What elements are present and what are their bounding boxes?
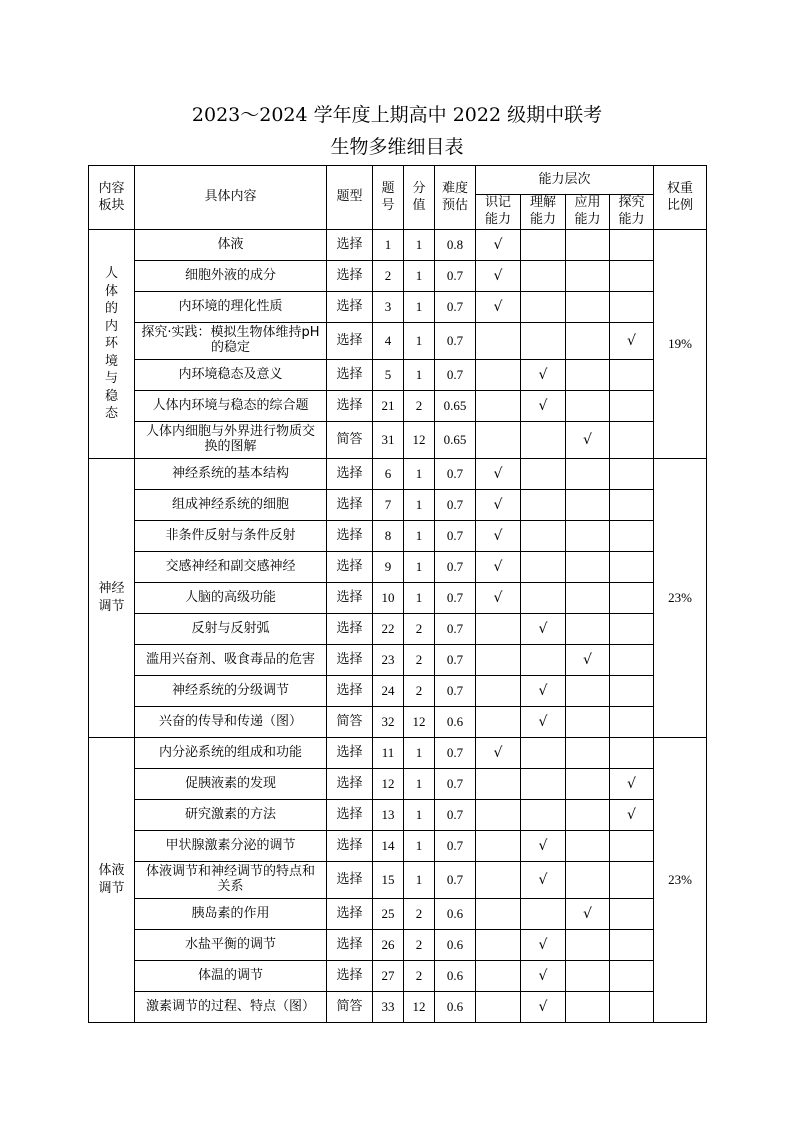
type-cell: 选择 [327, 459, 373, 490]
content-cell: 甲状腺激素分泌的调节 [135, 831, 327, 862]
content-cell: 神经系统的分级调节 [135, 676, 327, 707]
question-number-cell: 8 [373, 521, 404, 552]
ability-apply-cell [566, 707, 610, 738]
question-number-cell: 23 [373, 645, 404, 676]
ability-explore-cell [610, 552, 654, 583]
type-cell: 选择 [327, 738, 373, 769]
ability-remember-cell [476, 800, 521, 831]
ability-remember-cell [476, 831, 521, 862]
check-mark: √ [493, 558, 503, 575]
score-cell: 2 [404, 930, 435, 961]
question-number-cell: 14 [373, 831, 404, 862]
difficulty-cell: 0.7 [435, 831, 476, 862]
type-cell: 简答 [327, 422, 373, 459]
type-cell: 简答 [327, 707, 373, 738]
type-cell: 选择 [327, 490, 373, 521]
ability-remember-cell [476, 230, 521, 261]
type-cell: 选择 [327, 292, 373, 323]
question-number-cell: 25 [373, 899, 404, 930]
table-row [89, 831, 707, 862]
difficulty-cell: 0.6 [435, 961, 476, 992]
ability-apply-cell [566, 422, 610, 459]
ability-understand-cell [521, 992, 566, 1023]
header-score: 分值 [404, 166, 435, 230]
question-number-cell: 5 [373, 360, 404, 391]
ability-remember-cell [476, 583, 521, 614]
ability-remember-cell [476, 992, 521, 1023]
ability-remember-cell [476, 292, 521, 323]
type-cell: 选择 [327, 391, 373, 422]
content-cell: 胰岛素的作用 [135, 899, 327, 930]
table-row [89, 552, 707, 583]
score-cell: 1 [404, 459, 435, 490]
difficulty-cell: 0.7 [435, 521, 476, 552]
ability-remember-cell [476, 552, 521, 583]
ability-apply-cell [566, 490, 610, 521]
ability-understand-cell [521, 769, 566, 800]
ability-understand-cell [521, 738, 566, 769]
ability-explore-cell [610, 583, 654, 614]
question-number-cell: 11 [373, 738, 404, 769]
module-cell: 体液调节 [89, 738, 135, 1023]
content-cell: 研究激素的方法 [135, 800, 327, 831]
score-cell: 2 [404, 645, 435, 676]
ability-remember-cell [476, 899, 521, 930]
check-mark: √ [627, 332, 636, 349]
ability-remember-cell [476, 360, 521, 391]
ability-apply-cell [566, 800, 610, 831]
ability-understand-cell [521, 391, 566, 422]
ability-understand-cell [521, 831, 566, 862]
ability-understand-cell [521, 676, 566, 707]
ability-understand-cell [521, 261, 566, 292]
content-cell: 反射与反射弧 [135, 614, 327, 645]
ability-understand-cell [521, 323, 566, 360]
score-cell: 1 [404, 521, 435, 552]
content-cell: 人脑的高级功能 [135, 583, 327, 614]
ability-apply-cell [566, 676, 610, 707]
table-row [89, 261, 707, 292]
ability-apply-cell [566, 292, 610, 323]
ability-remember-cell [476, 769, 521, 800]
ability-understand-cell [521, 707, 566, 738]
score-cell: 1 [404, 360, 435, 391]
ability-explore-cell [610, 391, 654, 422]
ability-remember-cell [476, 645, 521, 676]
ability-apply-cell [566, 261, 610, 292]
difficulty-cell: 0.7 [435, 862, 476, 899]
ability-understand-cell [521, 645, 566, 676]
difficulty-cell: 0.7 [435, 292, 476, 323]
ability-explore-cell [610, 261, 654, 292]
check-mark: √ [538, 713, 548, 730]
difficulty-cell: 0.6 [435, 707, 476, 738]
ability-explore-cell [610, 230, 654, 261]
ability-understand-cell [521, 292, 566, 323]
difficulty-cell: 0.65 [435, 422, 476, 459]
document-subtitle: 生物多维细目表 [330, 136, 464, 158]
ability-remember-cell [476, 422, 521, 459]
table-row [89, 645, 707, 676]
question-number-cell: 22 [373, 614, 404, 645]
table-row [89, 676, 707, 707]
document-title: 2023～2024 学年度上期高中 2022 级期中联考 [191, 104, 603, 126]
table-row [89, 992, 707, 1023]
ability-remember-cell [476, 707, 521, 738]
ability-apply-cell [566, 930, 610, 961]
ability-apply-cell [566, 459, 610, 490]
table-row [89, 930, 707, 961]
question-number-cell: 9 [373, 552, 404, 583]
check-mark: √ [627, 806, 636, 823]
table-row [89, 769, 707, 800]
score-cell: 1 [404, 800, 435, 831]
ability-explore-cell [610, 862, 654, 899]
header-content: 具体内容 [135, 166, 327, 230]
question-number-cell: 26 [373, 930, 404, 961]
score-cell: 1 [404, 292, 435, 323]
ability-remember-cell [476, 490, 521, 521]
ability-remember-cell [476, 459, 521, 490]
ability-remember-cell [476, 961, 521, 992]
score-cell: 1 [404, 769, 435, 800]
question-number-cell: 32 [373, 707, 404, 738]
ability-remember-cell [476, 862, 521, 899]
ability-explore-cell [610, 614, 654, 645]
table-row [89, 862, 707, 899]
ability-explore-cell [610, 292, 654, 323]
content-cell: 滥用兴奋剂、吸食毒品的危害 [135, 645, 327, 676]
ability-understand-cell [521, 862, 566, 899]
ability-apply-cell [566, 961, 610, 992]
ability-understand-cell [521, 583, 566, 614]
ability-apply-cell [566, 391, 610, 422]
ability-explore-cell [610, 676, 654, 707]
score-cell: 2 [404, 676, 435, 707]
ability-remember-cell [476, 521, 521, 552]
ability-explore-cell [610, 521, 654, 552]
ability-remember-cell [476, 676, 521, 707]
type-cell: 选择 [327, 552, 373, 583]
content-cell: 体温的调节 [135, 961, 327, 992]
question-number-cell: 13 [373, 800, 404, 831]
ability-apply-cell [566, 645, 610, 676]
ability-explore-cell [610, 459, 654, 490]
ability-understand-cell [521, 230, 566, 261]
check-mark: √ [493, 496, 503, 513]
difficulty-cell: 0.7 [435, 769, 476, 800]
table-row [89, 614, 707, 645]
type-cell: 选择 [327, 862, 373, 899]
content-cell: 细胞外液的成分 [135, 261, 327, 292]
table-row [89, 360, 707, 391]
type-cell: 简答 [327, 992, 373, 1023]
weight-cell: 19% [654, 230, 707, 459]
check-mark: √ [493, 236, 503, 253]
content-cell: 人体内细胞与外界进行物质交换的图解 [135, 422, 327, 459]
table-row [89, 583, 707, 614]
ability-explore-cell [610, 323, 654, 360]
difficulty-cell: 0.7 [435, 800, 476, 831]
ability-explore-cell [610, 899, 654, 930]
ability-explore-cell [610, 961, 654, 992]
table-row [89, 391, 707, 422]
content-cell: 组成神经系统的细胞 [135, 490, 327, 521]
table-row [89, 521, 707, 552]
ability-apply-cell [566, 521, 610, 552]
check-mark: √ [538, 998, 548, 1015]
question-number-cell: 6 [373, 459, 404, 490]
type-cell: 选择 [327, 583, 373, 614]
question-number-cell: 2 [373, 261, 404, 292]
ability-apply-cell [566, 230, 610, 261]
check-mark: √ [493, 298, 503, 315]
score-cell: 1 [404, 490, 435, 521]
content-cell: 人体内环境与稳态的综合题 [135, 391, 327, 422]
ability-apply-cell [566, 738, 610, 769]
content-cell: 体液 [135, 230, 327, 261]
score-cell: 12 [404, 707, 435, 738]
question-number-cell: 12 [373, 769, 404, 800]
question-number-cell: 3 [373, 292, 404, 323]
ability-explore-cell [610, 360, 654, 391]
ability-apply-cell [566, 992, 610, 1023]
type-cell: 选择 [327, 323, 373, 360]
specification-table [88, 165, 707, 1023]
header-weight: 权重比例 [654, 166, 707, 230]
score-cell: 1 [404, 738, 435, 769]
question-number-cell: 4 [373, 323, 404, 360]
check-mark: √ [538, 967, 548, 984]
difficulty-cell: 0.65 [435, 391, 476, 422]
ability-explore-cell [610, 769, 654, 800]
content-cell: 体液调节和神经调节的特点和关系 [135, 862, 327, 899]
ability-remember-cell [476, 323, 521, 360]
score-cell: 12 [404, 992, 435, 1023]
ability-apply-cell [566, 862, 610, 899]
question-number-cell: 31 [373, 422, 404, 459]
ability-remember-cell [476, 738, 521, 769]
question-number-cell: 24 [373, 676, 404, 707]
difficulty-cell: 0.8 [435, 230, 476, 261]
module-cell: 人体的内环境与稳态 [89, 230, 135, 459]
type-cell: 选择 [327, 360, 373, 391]
type-cell: 选择 [327, 831, 373, 862]
score-cell: 1 [404, 831, 435, 862]
type-cell: 选择 [327, 261, 373, 292]
type-cell: 选择 [327, 800, 373, 831]
ability-apply-cell [566, 899, 610, 930]
score-cell: 2 [404, 391, 435, 422]
score-cell: 1 [404, 323, 435, 360]
content-cell: 非条件反射与条件反射 [135, 521, 327, 552]
check-mark: √ [627, 775, 636, 792]
table-row [89, 961, 707, 992]
table-row [89, 422, 707, 459]
header-type: 题型 [327, 166, 373, 230]
ability-remember-cell [476, 391, 521, 422]
content-cell: 交感神经和副交感神经 [135, 552, 327, 583]
check-mark: √ [538, 682, 548, 699]
ability-explore-cell [610, 422, 654, 459]
difficulty-cell: 0.6 [435, 899, 476, 930]
score-cell: 1 [404, 230, 435, 261]
table-row [89, 707, 707, 738]
ability-understand-cell [521, 899, 566, 930]
table-row [89, 899, 707, 930]
table-row [89, 459, 707, 490]
ability-understand-cell [521, 614, 566, 645]
difficulty-cell: 0.6 [435, 930, 476, 961]
table-row [89, 323, 707, 360]
ability-understand-cell [521, 552, 566, 583]
type-cell: 选择 [327, 676, 373, 707]
table-body [89, 230, 707, 1023]
check-mark: √ [538, 620, 548, 637]
ability-understand-cell [521, 459, 566, 490]
ability-understand-cell [521, 961, 566, 992]
ability-remember-cell [476, 930, 521, 961]
ability-apply-cell [566, 831, 610, 862]
question-number-cell: 10 [373, 583, 404, 614]
ability-remember-cell [476, 261, 521, 292]
difficulty-cell: 0.7 [435, 552, 476, 583]
content-cell: 激素调节的过程、特点（图） [135, 992, 327, 1023]
ability-explore-cell [610, 930, 654, 961]
ability-explore-cell [610, 738, 654, 769]
table-row [89, 800, 707, 831]
header-question-number: 题号 [373, 166, 404, 230]
ability-understand-cell [521, 490, 566, 521]
score-cell: 1 [404, 261, 435, 292]
check-mark: √ [538, 936, 548, 953]
type-cell: 选择 [327, 645, 373, 676]
table-row [89, 292, 707, 323]
ability-apply-cell [566, 360, 610, 391]
score-cell: 1 [404, 552, 435, 583]
ability-apply-cell [566, 614, 610, 645]
ability-explore-cell [610, 645, 654, 676]
type-cell: 选择 [327, 769, 373, 800]
type-cell: 选择 [327, 961, 373, 992]
type-cell: 选择 [327, 230, 373, 261]
difficulty-cell: 0.7 [435, 645, 476, 676]
ability-apply-cell [566, 769, 610, 800]
type-cell: 选择 [327, 930, 373, 961]
table-row [89, 738, 707, 769]
difficulty-cell: 0.7 [435, 323, 476, 360]
difficulty-cell: 0.7 [435, 459, 476, 490]
difficulty-cell: 0.7 [435, 676, 476, 707]
ability-explore-cell [610, 992, 654, 1023]
score-cell: 2 [404, 961, 435, 992]
header-difficulty: 难度预估 [435, 166, 476, 230]
check-mark: √ [538, 871, 548, 888]
ability-apply-cell [566, 552, 610, 583]
content-cell: 内分泌系统的组成和功能 [135, 738, 327, 769]
content-cell: 内环境稳态及意义 [135, 360, 327, 391]
question-number-cell: 7 [373, 490, 404, 521]
header-explore: 探究能力 [610, 195, 654, 230]
difficulty-cell: 0.7 [435, 490, 476, 521]
question-number-cell: 33 [373, 992, 404, 1023]
check-mark: √ [493, 267, 503, 284]
score-cell: 12 [404, 422, 435, 459]
content-cell: 水盐平衡的调节 [135, 930, 327, 961]
ability-understand-cell [521, 521, 566, 552]
check-mark: √ [583, 905, 592, 922]
ability-explore-cell [610, 800, 654, 831]
ability-understand-cell [521, 930, 566, 961]
table-row [89, 490, 707, 521]
question-number-cell: 27 [373, 961, 404, 992]
ability-explore-cell [610, 490, 654, 521]
check-mark: √ [583, 431, 592, 448]
ability-understand-cell [521, 360, 566, 391]
question-number-cell: 15 [373, 862, 404, 899]
ability-apply-cell [566, 323, 610, 360]
weight-cell: 23% [654, 738, 707, 1023]
table-row [89, 230, 707, 261]
check-mark: √ [583, 651, 592, 668]
type-cell: 选择 [327, 899, 373, 930]
ability-apply-cell [566, 583, 610, 614]
type-cell: 选择 [327, 614, 373, 645]
ability-explore-cell [610, 707, 654, 738]
score-cell: 1 [404, 583, 435, 614]
difficulty-cell: 0.7 [435, 738, 476, 769]
weight-cell: 23% [654, 459, 707, 738]
check-mark: √ [538, 397, 548, 414]
content-cell: 促胰液素的发现 [135, 769, 327, 800]
difficulty-cell: 0.7 [435, 614, 476, 645]
content-cell: 探究·实践：模拟生物体维持pH 的稳定 [135, 323, 327, 360]
question-number-cell: 1 [373, 230, 404, 261]
ability-understand-cell [521, 800, 566, 831]
header-ability-level: 能力层次 [476, 166, 654, 195]
ability-remember-cell [476, 614, 521, 645]
difficulty-cell: 0.7 [435, 583, 476, 614]
check-mark: √ [493, 744, 503, 761]
check-mark: √ [538, 837, 548, 854]
score-cell: 1 [404, 862, 435, 899]
question-number-cell: 21 [373, 391, 404, 422]
header-apply: 应用能力 [566, 195, 610, 230]
content-cell: 兴奋的传导和传递（图） [135, 707, 327, 738]
check-mark: √ [493, 465, 503, 482]
content-cell: 内环境的理化性质 [135, 292, 327, 323]
score-cell: 2 [404, 899, 435, 930]
difficulty-cell: 0.7 [435, 360, 476, 391]
content-cell: 神经系统的基本结构 [135, 459, 327, 490]
check-mark: √ [538, 366, 548, 383]
header-module: 内容板块 [89, 166, 135, 230]
ability-explore-cell [610, 831, 654, 862]
module-cell: 神经调节 [89, 459, 135, 738]
header-understand: 理解能力 [521, 195, 566, 230]
header-remember: 识记能力 [476, 195, 521, 230]
ability-understand-cell [521, 422, 566, 459]
type-cell: 选择 [327, 521, 373, 552]
score-cell: 2 [404, 614, 435, 645]
check-mark: √ [493, 589, 503, 606]
difficulty-cell: 0.7 [435, 261, 476, 292]
check-mark: √ [493, 527, 503, 544]
difficulty-cell: 0.6 [435, 992, 476, 1023]
